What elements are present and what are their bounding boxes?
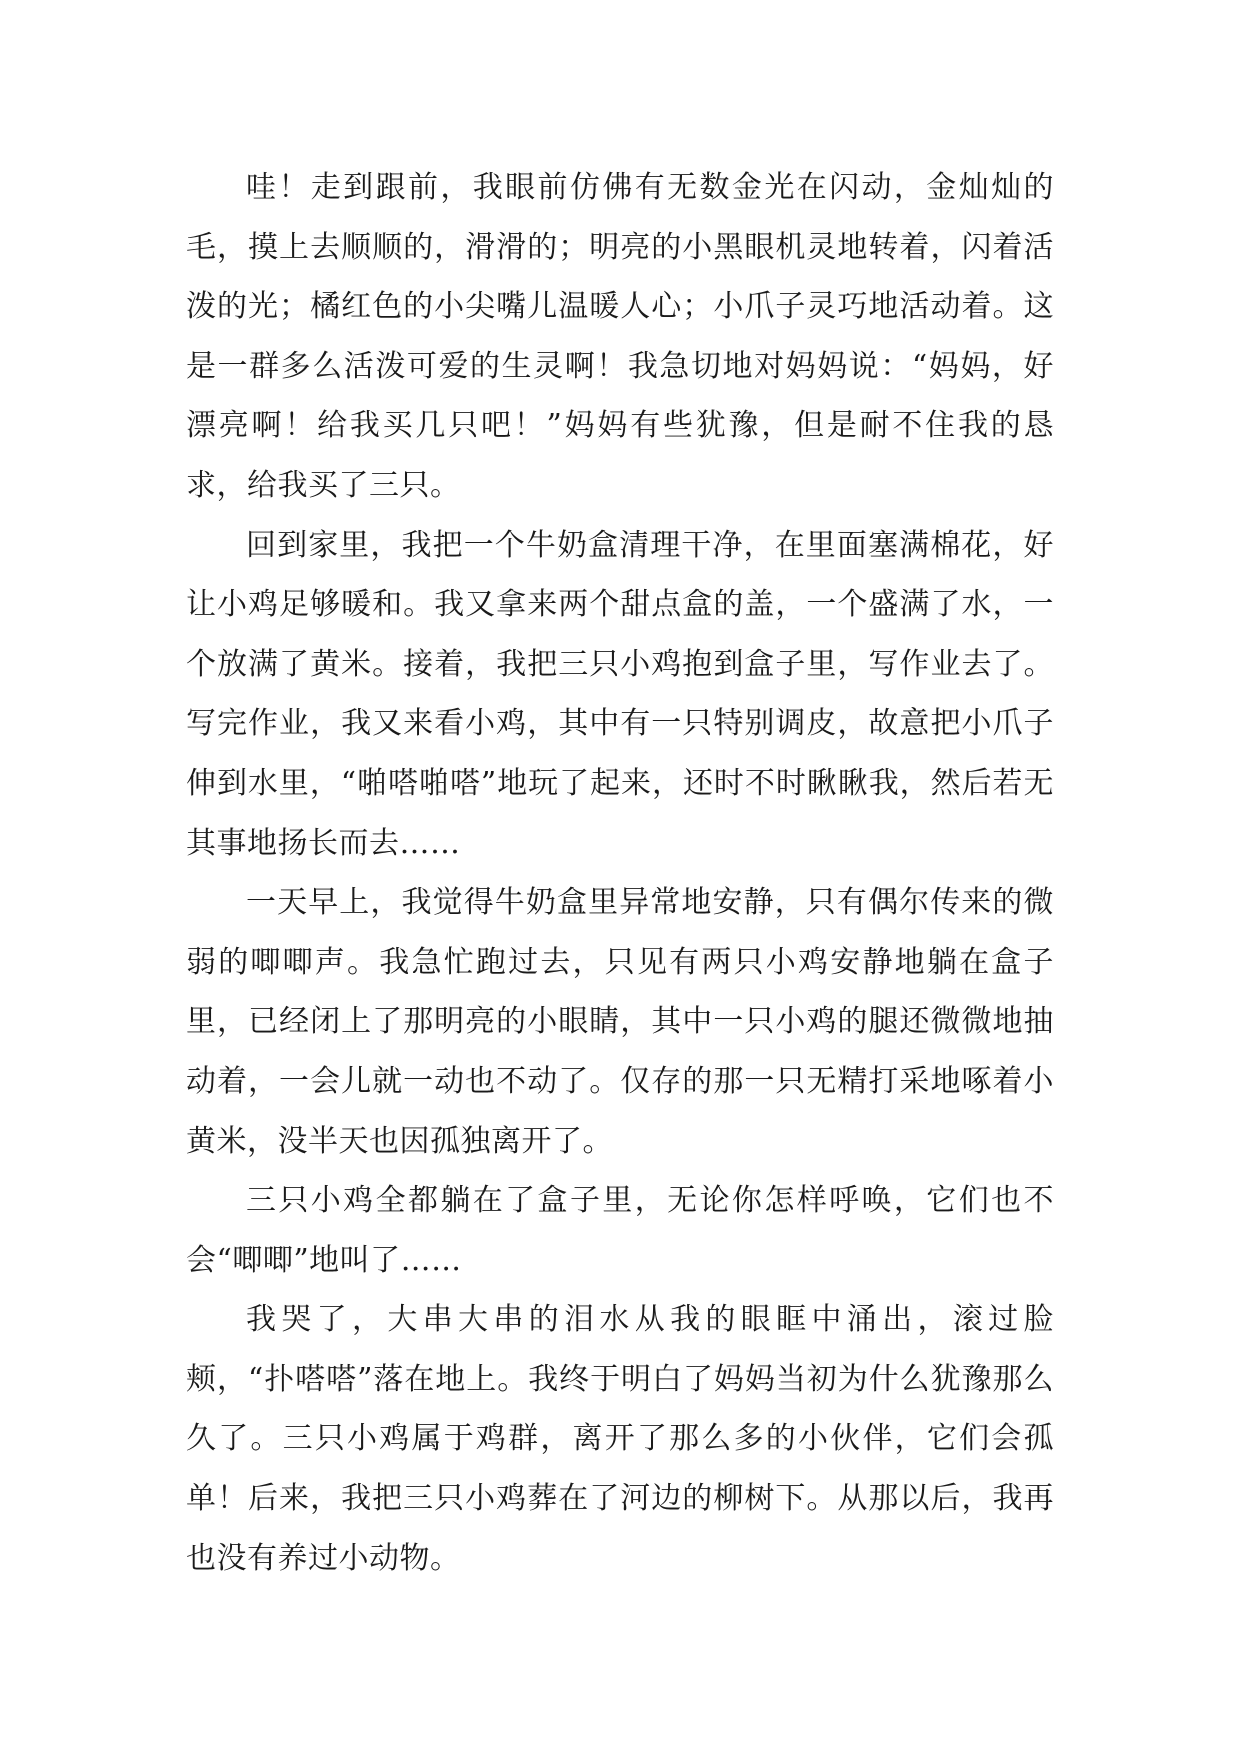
paragraph-4: 三只小鸡全都躺在了盒子里，无论你怎样呼唤，它们也不会“唧唧”地叫了……: [186, 1183, 1054, 1278]
paragraph-3: 一天早上，我觉得牛奶盒里异常地安静，只有偶尔传来的微弱的唧唧声。我急忙跑过去，只见有两只小鸡安静地躺在盒子里，已经闭上了那明亮的小眼睛，其中一只小鸡的腿还微微地抽动着，一会儿就一动也不动了。仅存的那一只无精打采地啄着小黄米，没半天也因孤独离开了。: [186, 885, 1054, 1159]
document-body: [186, 158, 1054, 1588]
paragraph-2: 回到家里，我把一个牛奶盒清理干净，在里面塞满棉花，好让小鸡足够暖和。我又拿来两个甜点盒的盖，一个盛满了水，一个放满了黄米。接着，我把三只小鸡抱到盒子里，写作业去了。写完作业，我又来看小鸡，其中有一只特别调皮，故意把小爪子伸到水里，“啪嗒啪嗒”地玩了起来，还时不时瞅瞅我，然后若无其事地扬长而去……: [186, 527, 1054, 861]
paragraph-5: 我哭了，大串大串的泪水从我的眼眶中涌出，滚过脸颊，“扑嗒嗒”落在地上。我终于明白了妈妈当初为什么犹豫那么久了。三只小鸡属于鸡群，离开了那么多的小伙伴，它们会孤单！后来，我把三只小鸡葬在了河边的柳树下。从那以后，我再也没有养过小动物。: [186, 1302, 1054, 1576]
paragraph-1: 哇！走到跟前，我眼前仿佛有无数金光在闪动，金灿灿的毛，摸上去顺顺的，滑滑的；明亮的小黑眼机灵地转着，闪着活泼的光；橘红色的小尖嘴儿温暖人心；小爪子灵巧地活动着。这是一群多么活泼可爱的生灵啊！我急切地对妈妈说：“妈妈，好漂亮啊！给我买几只吧！”妈妈有些犹豫，但是耐不住我的恳求，给我买了三只。: [186, 170, 1054, 503]
